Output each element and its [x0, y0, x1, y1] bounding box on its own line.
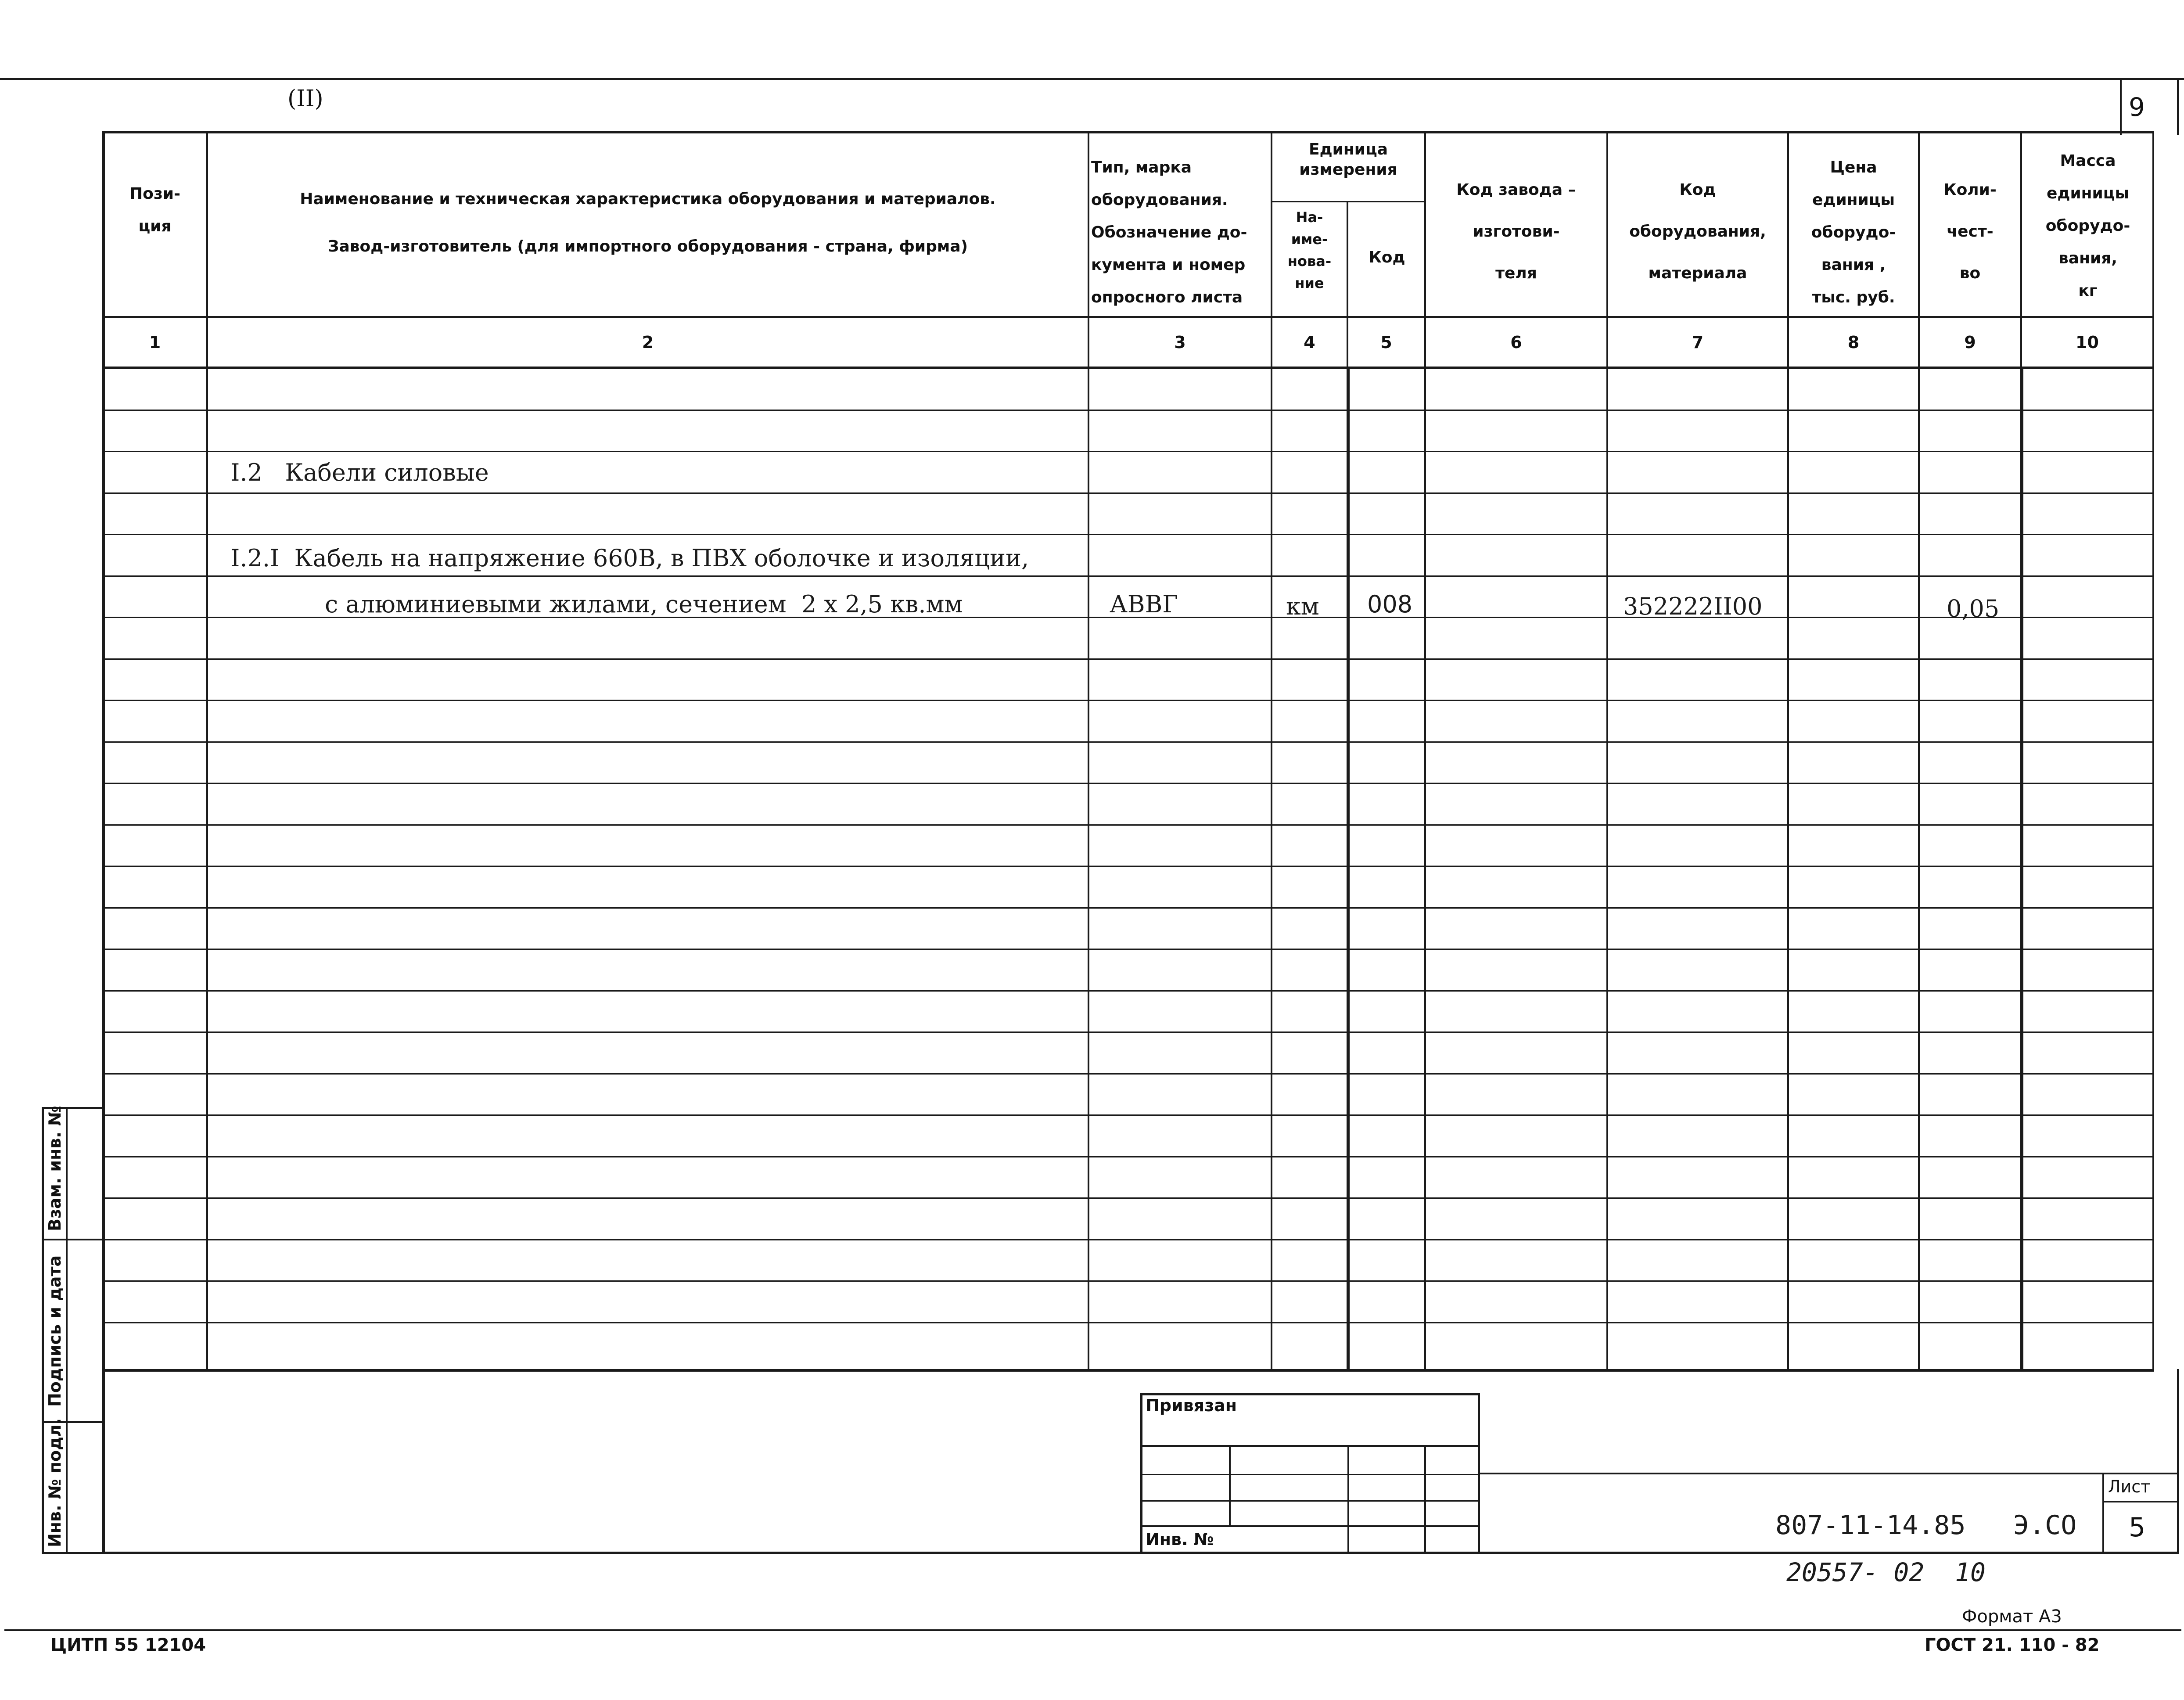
row-line: [102, 1280, 2154, 1282]
row-line: [102, 907, 2154, 909]
priv-box-h4: [1140, 1525, 1480, 1527]
row-line: [102, 575, 2154, 577]
unit-subheader-line: [1271, 201, 1426, 202]
priv-box-v2: [1347, 1445, 1349, 1553]
column-number: 10: [2076, 333, 2099, 352]
row-line: [102, 1156, 2154, 1157]
title-h-line: [1480, 1473, 2179, 1474]
col-line-3-4: [1271, 131, 1272, 1371]
row-line: [102, 866, 2154, 867]
column-number: 9: [1964, 333, 1976, 352]
priv-box-left: [1140, 1393, 1142, 1553]
header-bottom-line: [102, 316, 2154, 318]
row-line: [102, 1322, 2154, 1323]
stamp-podpis-data: Подпись и дата: [45, 1255, 65, 1407]
item-description-line1: I.2.I Кабель на напряжение 660В, в ПВХ оболочке и изоляции,: [230, 544, 1029, 572]
header-unit-name: На- име- нова- ние: [1287, 209, 1332, 291]
stamp-divider: [66, 1107, 68, 1554]
header-position: Пози- ция: [129, 185, 180, 235]
column-number: 8: [1847, 333, 1860, 352]
row-line: [102, 492, 2154, 494]
corner-box-left: [2120, 80, 2122, 135]
sheet-top-line: [0, 78, 2184, 80]
stamp-inv-podl: Инв. № подл.: [45, 1418, 65, 1547]
section-title: I.2 Кабели силовые: [230, 459, 489, 486]
priv-box-top: [1140, 1393, 1480, 1395]
sheet-right-top-line: [2177, 78, 2179, 135]
column-number: 5: [1380, 333, 1392, 352]
header-mass: Масса единицы оборудо- вания, кг: [2045, 152, 2130, 300]
col-line-5-6: [1424, 131, 1426, 1371]
list-number: 5: [2129, 1512, 2146, 1543]
column-number: 2: [642, 333, 654, 352]
row-line: [102, 658, 2154, 660]
row-line: [102, 824, 2154, 826]
priv-box-h3: [1140, 1500, 1480, 1502]
column-number: 7: [1692, 333, 1704, 352]
format-label: Формат А3: [1962, 1607, 2062, 1627]
row-line: [102, 1114, 2154, 1116]
footer-line: [4, 1629, 2181, 1631]
col-line-right: [2152, 131, 2154, 1371]
col-line-6-7: [1606, 131, 1608, 1371]
document-code: 807-11-14.85 Э.СО: [1775, 1510, 2077, 1541]
row-line: [102, 451, 2154, 452]
row-line: [102, 1239, 2154, 1240]
col-line-9-10-body: [2020, 368, 2023, 1371]
stamp-outer-left: [42, 1107, 44, 1554]
row-line: [102, 783, 2154, 784]
header-price: Цена единицы оборудо- вания , тыс. руб.: [1811, 158, 1896, 306]
row-line: [102, 990, 2154, 992]
column-number: 4: [1304, 333, 1315, 352]
item-unit: км: [1286, 593, 1319, 620]
priv-box-h2: [1140, 1474, 1480, 1475]
column-number: 3: [1174, 333, 1186, 352]
row-line: [102, 534, 2154, 535]
item-quantity: 0,05: [1947, 595, 2000, 622]
col-line-8-9: [1918, 131, 1920, 1371]
table-top-border: [102, 131, 2154, 133]
frame-right-line: [2177, 1369, 2179, 1554]
col-line-2-3: [1088, 131, 1089, 1371]
stamp-sep-1: [42, 1239, 104, 1240]
item-equipment-code: 352222II00: [1623, 593, 1763, 620]
row-line: [102, 1032, 2154, 1033]
priv-box-h1: [1140, 1445, 1480, 1447]
list-box-mid: [2102, 1501, 2179, 1502]
header-unit-code: Код: [1369, 248, 1405, 266]
row-line: [102, 949, 2154, 950]
privyazan-label: Привязан: [1146, 1396, 1237, 1415]
corner-sheet-number: 9: [2129, 92, 2145, 122]
colnum-bottom-line: [102, 367, 2154, 369]
list-box-left: [2102, 1473, 2104, 1554]
item-unit-code: 008: [1367, 590, 1413, 618]
inv-no-label: Инв. №: [1146, 1530, 1214, 1549]
stamp-vzam-inv: Взам. инв. №: [45, 1106, 65, 1231]
row-line: [102, 1197, 2154, 1199]
gost-label: ГОСТ 21. 110 - 82: [1925, 1635, 2100, 1655]
column-number: 6: [1510, 333, 1522, 352]
header-equip-code: Код оборудования, материала: [1629, 181, 1766, 282]
table-bottom-line: [102, 1369, 2154, 1372]
row-line: [102, 410, 2154, 411]
row-line: [102, 741, 2154, 743]
priv-box-v3: [1424, 1445, 1426, 1553]
item-type: АВВГ: [1110, 590, 1178, 618]
row-line: [102, 1073, 2154, 1075]
handwritten-code: 20557- 02 10: [1786, 1557, 1986, 1587]
col-line-7-8: [1787, 131, 1789, 1371]
priv-box-v1: [1229, 1445, 1231, 1527]
row-line: [102, 700, 2154, 701]
header-name: Наименование и техническая характеристика оборудования и материалов. Завод-изготовитель (для импортного оборудования - страна, фирма): [300, 190, 996, 255]
section-mark: (II): [287, 86, 323, 112]
citp-label: ЦИТП 55 12104: [50, 1635, 206, 1655]
column-number: 1: [149, 333, 161, 352]
header-type: Тип, марка оборудования. Обозначение до- кумента и номер опросного листа: [1091, 158, 1247, 306]
col-line-1-2: [206, 131, 208, 1371]
stamp-bottom: [42, 1552, 104, 1554]
header-qty: Коли- чест- во: [1943, 181, 1997, 282]
header-factory-code: Код завода – изготови- теля: [1456, 181, 1576, 282]
item-description-line2: с алюминиевыми жилами, сечением 2 х 2,5 кв.мм: [325, 590, 963, 618]
header-unit: Единица измерения: [1299, 140, 1397, 179]
list-label: Лист: [2108, 1477, 2151, 1496]
col-line-4-5-body: [1347, 368, 1350, 1371]
